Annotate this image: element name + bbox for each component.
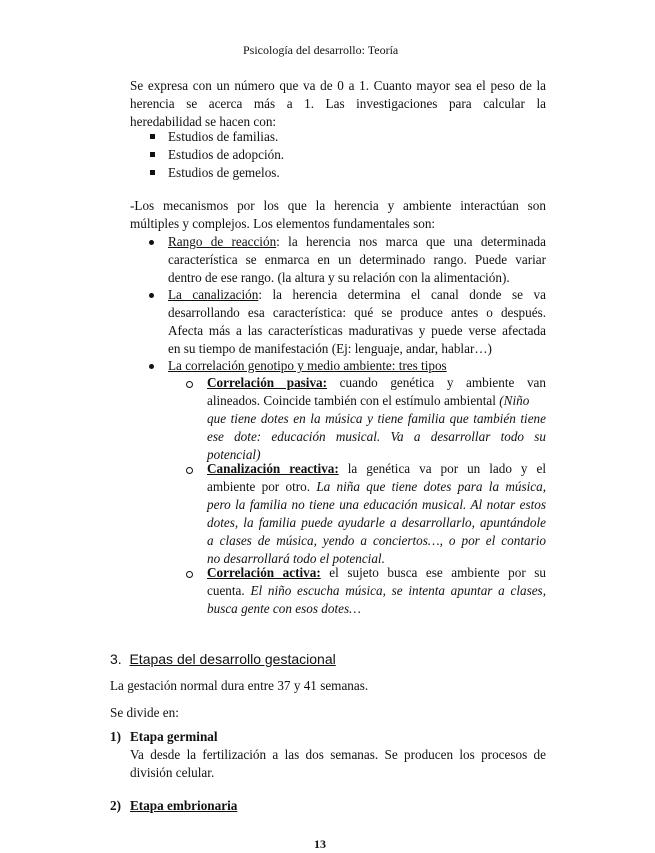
canal-text: : la herencia determina el canal donde se va: [258, 287, 546, 302]
reactiva-line-1: [207, 460, 546, 478]
intro-line: herencia se acerca más a 1. Las investigaciones para calcular la: [130, 96, 546, 111]
activa-example-line: busca gente con esos dotes…: [207, 601, 361, 616]
activa-line-1: [207, 564, 546, 582]
pasiva-term: Correlación pasiva:: [207, 375, 328, 390]
pasiva-text: cuando genética y ambiente van: [327, 375, 546, 390]
canal-term: La canalización: [168, 287, 259, 302]
study-item: Estudios de gemelos.: [168, 165, 280, 180]
activa-term: Correlación activa:: [207, 565, 321, 580]
round-bullet-icon: [149, 240, 154, 245]
square-bullet-icon: [150, 152, 155, 157]
stage-number: 2): [110, 798, 121, 813]
activa-text-italic: El niño escucha música, se intenta apuntar a clases,: [250, 583, 546, 598]
reactiva-term: Canalización reactiva:: [207, 461, 339, 476]
reactiva-text-italic: La niña que tiene dotes para la música,: [316, 479, 546, 494]
stage-title: Etapa germinal: [130, 729, 218, 744]
activa-text-normal: cuenta.: [207, 583, 251, 598]
round-bullet-icon: [149, 293, 154, 298]
gestation-text: La gestación normal dura entre 37 y 41 semanas.: [110, 678, 369, 693]
rango-term: Rango de reacción: [168, 234, 277, 249]
stage-description: Va desde la fertilización a las dos semanas. Se producen los procesos de: [130, 747, 546, 762]
section-title: Etapas del desarrollo gestacional: [129, 651, 336, 667]
correlacion-title: La correlación genotipo y medio ambiente: tres tipos: [168, 358, 447, 373]
circle-bullet-icon: [186, 467, 193, 474]
square-bullet-icon: [150, 134, 155, 139]
divides-text: Se divide en:: [110, 705, 179, 720]
pasiva-example-line: potencial): [207, 447, 261, 462]
mechanisms-line: -Los mecanismos por los que la herencia y ambiente interactúan son: [130, 198, 546, 213]
stage-number: 1): [110, 729, 121, 744]
reactiva-text-normal: ambiente por otro.: [207, 479, 317, 494]
intro-line: Se expresa con un número que va de 0 a 1. Cuanto mayor sea el peso de la: [130, 78, 546, 93]
section-number: 3.: [110, 651, 122, 667]
page-number: 13: [314, 837, 326, 851]
reactiva-example-line: no desarrollará todo el potencial.: [207, 551, 385, 566]
reactiva-example-line: dotes, la familia puede ayudarle a desarrollarlo, apuntándole: [207, 515, 546, 530]
activa-line-2: [207, 582, 546, 600]
canal-line-1: [168, 286, 546, 304]
study-item: Estudios de familias.: [168, 129, 279, 144]
study-item: Estudios de adopción.: [168, 147, 285, 162]
activa-text: el sujeto busca ese ambiente por su: [320, 565, 546, 580]
square-bullet-icon: [150, 170, 155, 175]
canal-line: en su tiempo de manifestación (Ej: lenguaje, andar, hablar…): [168, 341, 492, 356]
pasiva-text-italic: (Niño: [499, 393, 530, 408]
pasiva-example-line: ese dote: educación musical. Va a desarrollar todo su: [207, 429, 546, 444]
reactiva-text: la genética va por un lado y el: [338, 461, 546, 476]
reactiva-line-2: [207, 478, 546, 496]
page-header: Psicología del desarrollo: Teoría: [243, 43, 399, 57]
reactiva-example-line: pero la familia no tiene una educación musical. Al notar estos: [207, 497, 546, 512]
pasiva-line-1: [207, 374, 546, 392]
rango-line-1: [168, 233, 546, 251]
canal-line: desarrollando esa característica: qué se produce antes o después.: [168, 305, 546, 320]
round-bullet-icon: [149, 364, 154, 369]
rango-text: : la herencia nos marca que una determinada: [276, 234, 546, 249]
canal-line: Afecta más a las características madurativas y puede verse afectada: [168, 323, 546, 338]
stage-description: división celular.: [130, 765, 215, 780]
circle-bullet-icon: [186, 381, 193, 388]
stage-title: Etapa embrionaria: [130, 798, 238, 813]
section-heading: [110, 650, 336, 668]
mechanisms-line: múltiples y complejos. Los elementos fundamentales son:: [130, 216, 436, 231]
pasiva-text-normal: alineados. Coincide también con el estímulo ambiental: [207, 393, 500, 408]
rango-line: característica se enmarca en un determinado rango. Puede variar: [168, 252, 546, 267]
rango-line: dentro de ese rango. (la altura y su relación con la alimentación).: [168, 270, 510, 285]
pasiva-line-2: [207, 392, 529, 410]
reactiva-example-line: a clases de música, yendo a conciertos…, o por el contario: [207, 533, 546, 548]
intro-line: heredabilidad se hacen con:: [130, 114, 277, 129]
pasiva-example-line: que tiene dotes en la música y tiene familia que también tiene: [207, 411, 546, 426]
circle-bullet-icon: [186, 571, 193, 578]
